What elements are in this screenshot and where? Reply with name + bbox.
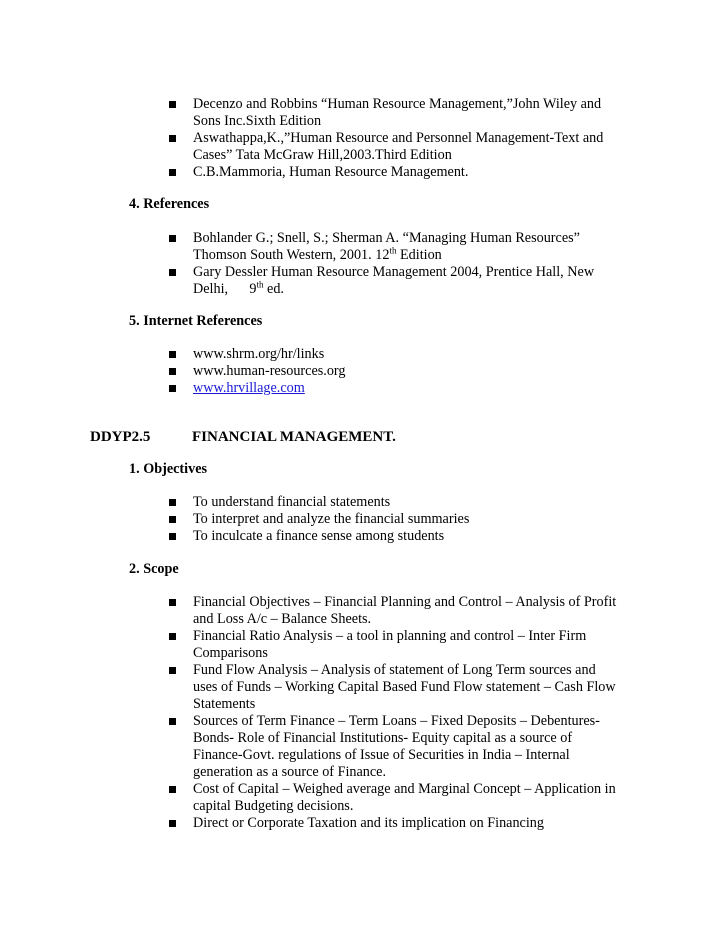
square-bullet-icon	[169, 533, 176, 540]
list-item: Financial Objectives – Financial Planning and Control – Analysis of Profit and Loss A/c – Balance Sheets.	[169, 594, 629, 628]
textbook-list	[169, 96, 629, 181]
references-list	[169, 230, 629, 298]
list-item: Bohlander G.; Snell, S.; Sherman A. “Managing Human Resources” Thomson South Western, 2001. 12th Edition	[169, 230, 629, 264]
hrvillage-link[interactable]: www.hrvillage.com	[193, 380, 305, 396]
square-bullet-icon	[169, 235, 176, 242]
list-item: Aswathappa,K.,”Human Resource and Personnel Management-Text and Cases” Tata McGraw Hill,2003.Third Edition	[169, 130, 629, 164]
square-bullet-icon	[169, 385, 176, 392]
square-bullet-icon	[169, 368, 176, 375]
square-bullet-icon	[169, 351, 176, 358]
references-heading: 4. References	[129, 196, 210, 212]
list-item: Direct or Corporate Taxation and its implication on Financing	[169, 815, 629, 832]
square-bullet-icon	[169, 269, 176, 276]
square-bullet-icon	[169, 516, 176, 523]
list-item: To understand financial statements	[169, 494, 629, 511]
internet-references-heading: 5. Internet References	[129, 313, 263, 329]
square-bullet-icon	[169, 718, 176, 725]
list-item	[169, 380, 629, 397]
objectives-heading: 1. Objectives	[129, 461, 208, 477]
list-item: To interpret and analyze the financial summaries	[169, 511, 629, 528]
list-item: Fund Flow Analysis – Analysis of statement of Long Term sources and uses of Funds – Working Capital Based Fund Flow statement – Cash Flow Statements	[169, 662, 629, 713]
course-title: FINANCIAL MANAGEMENT.	[192, 429, 396, 445]
square-bullet-icon	[169, 599, 176, 606]
list-item: Decenzo and Robbins “Human Resource Management,”John Wiley and Sons Inc.Sixth Edition	[169, 96, 629, 130]
list-item: Gary Dessler Human Resource Management 2004, Prentice Hall, New Delhi, 9th ed.	[169, 264, 629, 298]
internet-references-list	[169, 346, 629, 397]
square-bullet-icon	[169, 633, 176, 640]
square-bullet-icon	[169, 169, 176, 176]
square-bullet-icon	[169, 820, 176, 827]
square-bullet-icon	[169, 101, 176, 108]
course-code: DDYP2.5	[90, 429, 151, 445]
scope-list	[169, 594, 629, 832]
list-item: www.human-resources.org	[169, 363, 629, 380]
square-bullet-icon	[169, 786, 176, 793]
square-bullet-icon	[169, 667, 176, 674]
objectives-list	[169, 494, 629, 545]
list-item: C.B.Mammoria, Human Resource Management.	[169, 164, 629, 181]
list-item: Cost of Capital – Weighed average and Marginal Concept – Application in capital Budgeting decisions.	[169, 781, 629, 815]
list-item: To inculcate a finance sense among students	[169, 528, 629, 545]
list-item: Financial Ratio Analysis – a tool in planning and control – Inter Firm Comparisons	[169, 628, 629, 662]
list-item: www.shrm.org/hr/links	[169, 346, 629, 363]
square-bullet-icon	[169, 499, 176, 506]
list-item: Sources of Term Finance – Term Loans – Fixed Deposits – Debentures- Bonds- Role of Financial Institutions- Equity capital as a source of Finance-Govt. regulations of Issue of Securities in India – Internal generation as a source of Finance.	[169, 713, 629, 781]
scope-heading: 2. Scope	[129, 561, 179, 577]
square-bullet-icon	[169, 135, 176, 142]
